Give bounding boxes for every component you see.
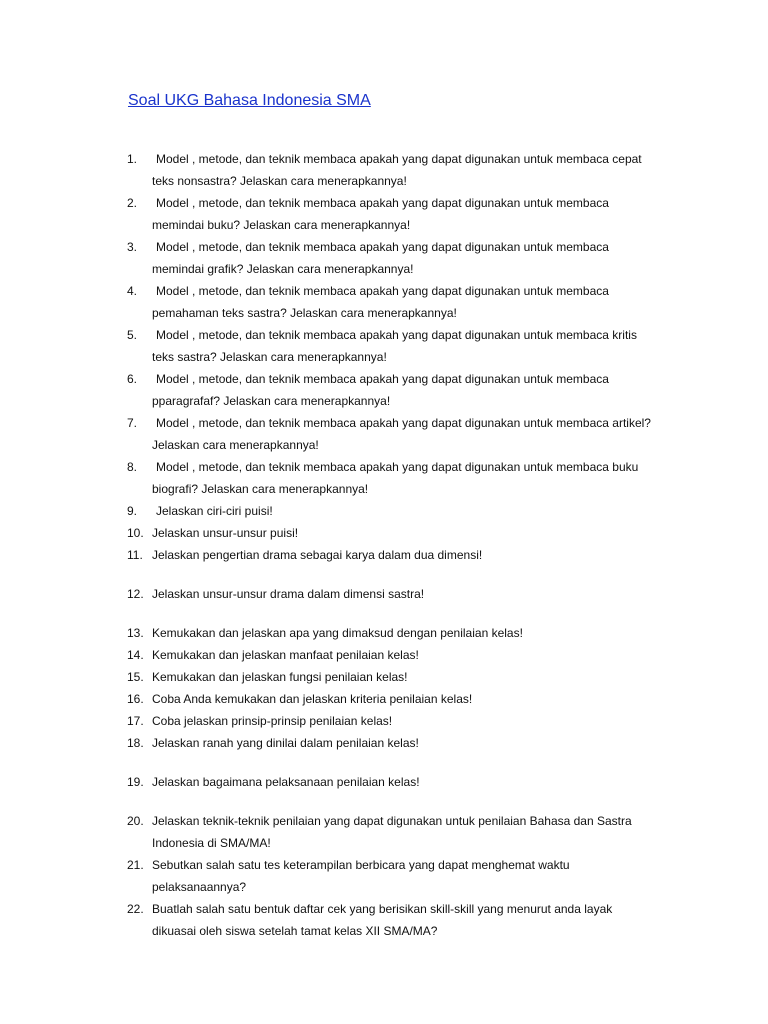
question-text: Jelaskan unsur-unsur puisi! bbox=[152, 526, 299, 540]
question-text: Model , metode, dan teknik membaca apakah yang dapat digunakan untuk membaca buku biografi? Jelaskan cara menerapkannya! bbox=[152, 460, 639, 496]
question-item bbox=[0, 644, 768, 666]
question-text: Model , metode, dan teknik membaca apakah yang dapat digunakan untuk membaca artikel? Jelaskan cara menerapkannya! bbox=[152, 416, 651, 452]
question-item bbox=[0, 192, 768, 236]
question-number: 10. bbox=[127, 526, 144, 540]
question-item bbox=[0, 500, 768, 522]
question-text: Model , metode, dan teknik membaca apakah yang dapat digunakan untuk membaca memindai grafik? Jelaskan cara menerapkannya! bbox=[152, 240, 609, 276]
question-number: 13. bbox=[127, 626, 144, 640]
question-text: Kemukakan dan jelaskan apa yang dimaksud dengan penilaian kelas! bbox=[152, 626, 523, 640]
question-text: Model , metode, dan teknik membaca apakah yang dapat digunakan untuk membaca kritis teks sastra? Jelaskan cara menerapkannya! bbox=[152, 328, 637, 364]
question-list bbox=[0, 148, 768, 942]
question-number: 1. bbox=[127, 152, 138, 166]
question-number: 4. bbox=[127, 284, 138, 298]
question-item bbox=[0, 771, 768, 793]
question-number: 17. bbox=[127, 714, 144, 728]
question-text: Model , metode, dan teknik membaca apakah yang dapat digunakan untuk membaca pemahaman teks sastra? Jelaskan cara menerapkannya! bbox=[152, 284, 609, 320]
document-title: Soal UKG Bahasa Indonesia SMA bbox=[128, 92, 371, 109]
question-number: 7. bbox=[127, 416, 138, 430]
question-number: 8. bbox=[127, 460, 138, 474]
question-number: 6. bbox=[127, 372, 138, 386]
question-item bbox=[0, 810, 768, 854]
question-item bbox=[0, 148, 768, 192]
question-text: Model , metode, dan teknik membaca apakah yang dapat digunakan untuk membaca pparagrafaf? Jelaskan cara menerapkannya! bbox=[152, 372, 609, 408]
question-number: 21. bbox=[127, 858, 144, 872]
question-text: Jelaskan teknik-teknik penilaian yang dapat digunakan untuk penilaian Bahasa dan Sastra Indonesia di SMA/MA! bbox=[152, 814, 632, 850]
question-text: Kemukakan dan jelaskan manfaat penilaian kelas! bbox=[152, 648, 419, 662]
question-item bbox=[0, 236, 768, 280]
question-text: Jelaskan unsur-unsur drama dalam dimensi sastra! bbox=[152, 587, 425, 601]
question-number: 16. bbox=[127, 692, 144, 706]
question-number: 9. bbox=[127, 504, 138, 518]
question-number: 3. bbox=[127, 240, 138, 254]
question-item bbox=[0, 522, 768, 544]
question-item bbox=[0, 583, 768, 605]
question-text: Jelaskan bagaimana pelaksanaan penilaian kelas! bbox=[152, 775, 420, 789]
question-number: 2. bbox=[127, 196, 138, 210]
question-text: Jelaskan ciri-ciri puisi! bbox=[156, 504, 273, 518]
question-number: 12. bbox=[127, 587, 144, 601]
question-number: 19. bbox=[127, 775, 144, 789]
question-number: 5. bbox=[127, 328, 138, 342]
question-item bbox=[0, 732, 768, 754]
question-number: 14. bbox=[127, 648, 144, 662]
question-item bbox=[0, 688, 768, 710]
question-item bbox=[0, 368, 768, 412]
question-number: 15. bbox=[127, 670, 144, 684]
question-item bbox=[0, 456, 768, 500]
question-item bbox=[0, 710, 768, 732]
question-text: Model , metode, dan teknik membaca apakah yang dapat digunakan untuk membaca memindai buku? Jelaskan cara menerapkannya! bbox=[152, 196, 609, 232]
question-number: 18. bbox=[127, 736, 144, 750]
question-text: Coba Anda kemukakan dan jelaskan kriteria penilaian kelas! bbox=[152, 692, 473, 706]
question-number: 20. bbox=[127, 814, 144, 828]
question-item bbox=[0, 280, 768, 324]
question-item bbox=[0, 544, 768, 566]
question-item bbox=[0, 622, 768, 644]
question-text: Jelaskan pengertian drama sebagai karya dalam dua dimensi! bbox=[152, 548, 483, 562]
question-text: Model , metode, dan teknik membaca apakah yang dapat digunakan untuk membaca cepat teks nonsastra? Jelaskan cara menerapkannya! bbox=[152, 152, 642, 188]
question-item bbox=[0, 854, 768, 898]
question-item bbox=[0, 324, 768, 368]
question-text: Jelaskan ranah yang dinilai dalam penilaian kelas! bbox=[152, 736, 419, 750]
question-text: Sebutkan salah satu tes keterampilan berbicara yang dapat menghemat waktu pelaksanaannya? bbox=[152, 858, 570, 894]
question-text: Kemukakan dan jelaskan fungsi penilaian kelas! bbox=[152, 670, 408, 684]
question-text: Coba jelaskan prinsip-prinsip penilaian kelas! bbox=[152, 714, 393, 728]
question-number: 11. bbox=[127, 548, 143, 562]
question-item bbox=[0, 412, 768, 456]
question-item bbox=[0, 666, 768, 688]
question-text: Buatlah salah satu bentuk daftar cek yang berisikan skill-skill yang menurut anda layak dikuasai oleh siswa setelah tamat kelas XII SMA/MA? bbox=[152, 902, 613, 938]
question-number: 22. bbox=[127, 902, 144, 916]
question-item bbox=[0, 898, 768, 942]
